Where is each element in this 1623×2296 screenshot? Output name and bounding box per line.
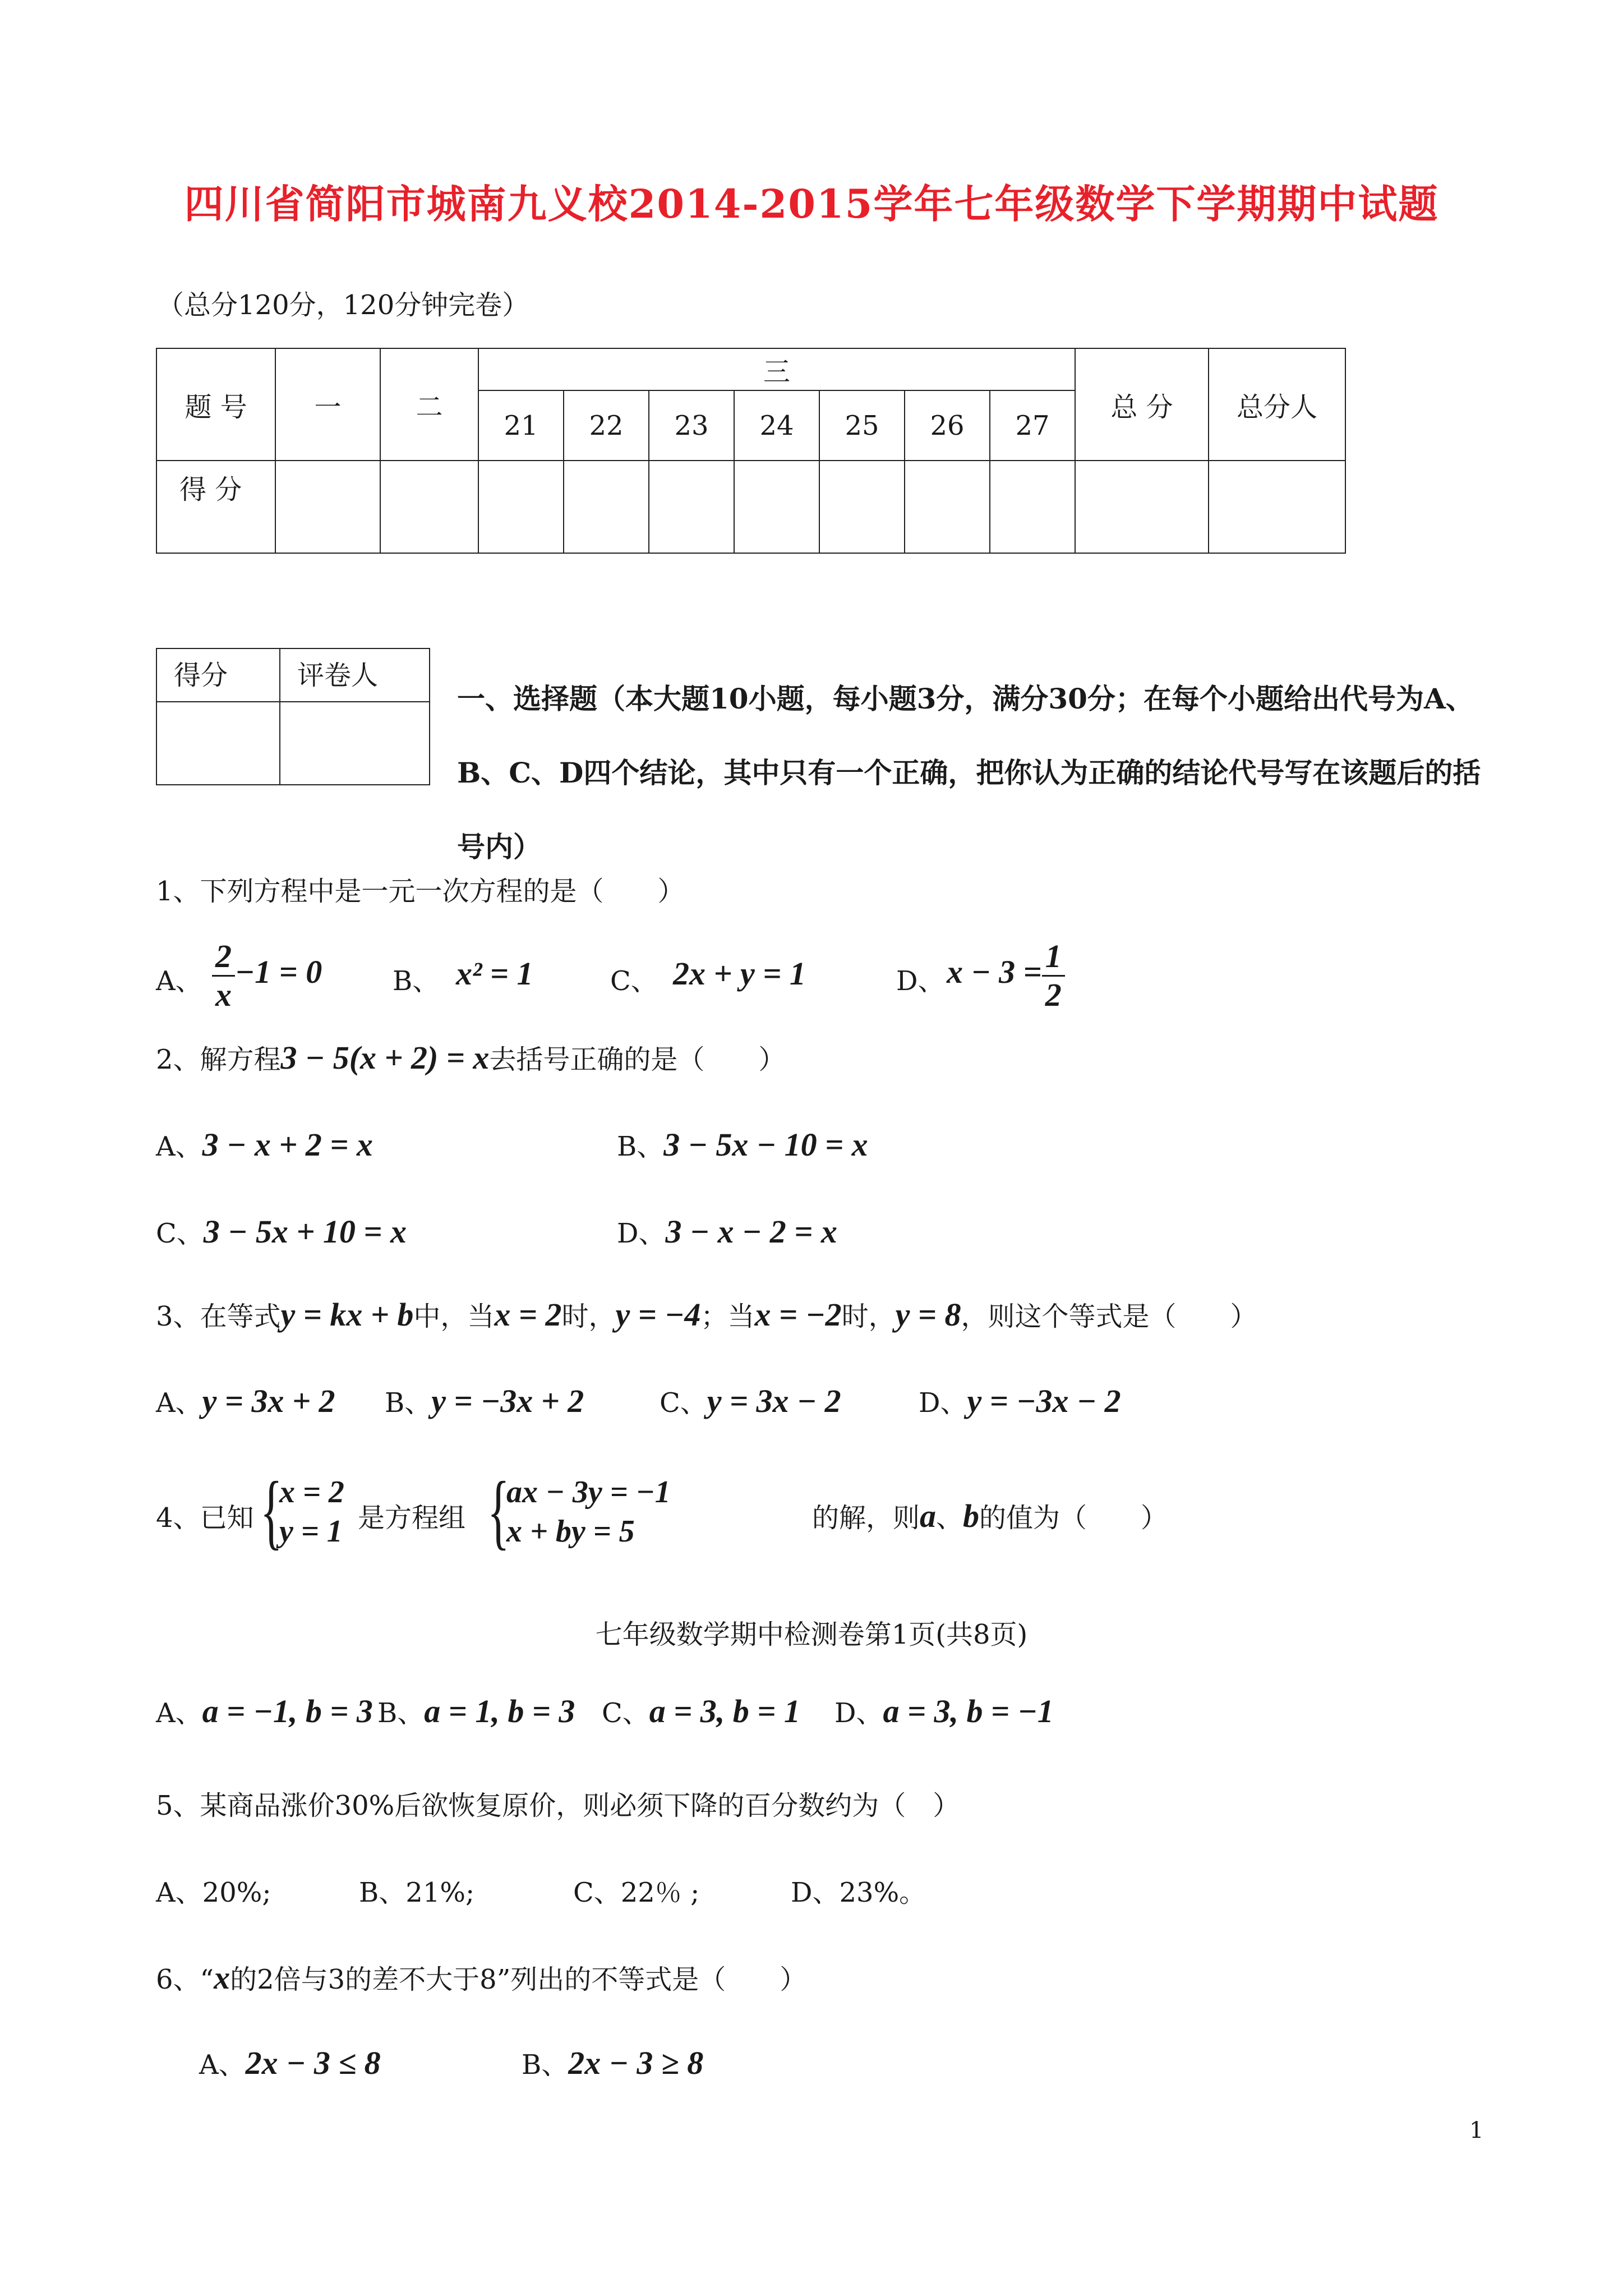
exam-title: 四川省简阳市城南九义校2014-2015学年七年级数学下学期期中试题 bbox=[184, 181, 1439, 227]
grader-score-label: 得分 bbox=[156, 648, 280, 702]
fraction-denominator: x bbox=[215, 977, 232, 1013]
q4-equation-system bbox=[487, 1465, 671, 1558]
option-d-expr: a = 3, b = −1 bbox=[883, 1693, 1054, 1729]
question-5-option-d: D、23%。 bbox=[791, 1877, 926, 1908]
question-6-option-a bbox=[199, 2043, 381, 2082]
option-d-label: D、 bbox=[617, 1218, 666, 1249]
option-d-label: D、 bbox=[834, 1697, 883, 1729]
q6-var-x: x bbox=[214, 1959, 230, 1996]
score-cell bbox=[819, 461, 905, 553]
question-5-option-a: A、20%; bbox=[156, 1877, 271, 1908]
option-c-label: C、 bbox=[610, 965, 658, 997]
option-d-label: D、 bbox=[896, 965, 945, 997]
q3-expr: y = −4 bbox=[615, 1296, 701, 1333]
option-d bbox=[834, 1691, 1054, 1730]
page-footer: 七年级数学期中检测卷第1页(共8页) bbox=[595, 1619, 1028, 1650]
q3-text: 时， bbox=[841, 1301, 896, 1332]
q2-equation: 3 − 5(x + 2) = x bbox=[280, 1039, 490, 1076]
q3-expr: y = 8 bbox=[895, 1296, 961, 1333]
score-cell bbox=[905, 461, 990, 553]
q2-stem-post: 去括号正确的是（ ） bbox=[489, 1044, 786, 1075]
option-c-label: C、 bbox=[602, 1697, 649, 1729]
question-6-stem bbox=[156, 1958, 806, 1996]
section-2-header: 二 bbox=[380, 348, 478, 461]
q3-text: ；当 bbox=[700, 1301, 755, 1332]
score-cell bbox=[478, 461, 564, 553]
option-d-expr: y = −3x − 2 bbox=[967, 1383, 1121, 1419]
option-c bbox=[602, 1691, 800, 1730]
question-3-stem bbox=[156, 1295, 1257, 1333]
option-b-label: B、 bbox=[522, 2049, 569, 2081]
question-1-stem: 1、下列方程中是一元一次方程的是（ ） bbox=[156, 876, 685, 907]
option-b-expr: x² = 1 bbox=[456, 955, 533, 992]
option-b-expr: a = 1, b = 3 bbox=[424, 1693, 575, 1729]
grader-score-cell bbox=[156, 702, 280, 785]
section-1-header: 一 bbox=[275, 348, 380, 461]
option-a-expr: y = 3x + 2 bbox=[202, 1383, 335, 1419]
grader-name-cell bbox=[280, 702, 430, 785]
fraction-denominator: 2 bbox=[1045, 977, 1062, 1013]
expr-rest: −1 = 0 bbox=[235, 954, 322, 990]
option-c-label: C、 bbox=[156, 1218, 204, 1249]
q4-stem-tail bbox=[812, 1496, 1168, 1535]
option-d-label: D、 bbox=[919, 1387, 967, 1419]
question-2-option-d bbox=[617, 1212, 837, 1250]
left-brace-icon: { bbox=[487, 1465, 510, 1558]
q3-expr: x = 2 bbox=[494, 1296, 562, 1333]
score-cell bbox=[275, 461, 380, 553]
section-1-instructions: 一、选择题（本大题10小题，每小题3分，满分30分；在每个小题给出代号为A、B、C、D四个结论，其中只有一个正确，把你认为正确的结论代号写在该题后的括号内） bbox=[457, 682, 1481, 863]
option-c-expr: y = 3x − 2 bbox=[707, 1383, 841, 1419]
option-c bbox=[660, 1381, 841, 1420]
question-5-stem: 5、某商品涨价30%后欲恢复原价，则必须下降的百分数约为（ ） bbox=[156, 1790, 960, 1821]
question-6-option-b bbox=[522, 2043, 703, 2082]
q3-text: ，则这个等式是（ ） bbox=[961, 1301, 1257, 1332]
q4-text: 的值为（ ） bbox=[979, 1502, 1168, 1534]
q3-expr: y = kx + b bbox=[280, 1296, 414, 1333]
q4-text: 的解，则 bbox=[812, 1502, 920, 1534]
score-cell bbox=[990, 461, 1075, 553]
section-3-header: 三 bbox=[478, 348, 1075, 390]
question-2-option-b bbox=[617, 1125, 868, 1163]
option-a bbox=[156, 1381, 335, 1420]
row-label-score: 得 分 bbox=[156, 461, 275, 553]
option-b bbox=[377, 1691, 575, 1730]
question-5-option-c: C、22％ ; bbox=[573, 1877, 700, 1908]
question-2-option-c bbox=[156, 1212, 407, 1250]
option-a-expr bbox=[212, 938, 322, 1014]
option-a-label: A、 bbox=[156, 1387, 202, 1419]
option-b-label: B、 bbox=[393, 965, 440, 997]
score-cell bbox=[564, 461, 649, 553]
option-a-label: A、 bbox=[156, 1131, 202, 1162]
sub-question-26: 26 bbox=[905, 390, 990, 461]
option-a-label: A、 bbox=[156, 1697, 202, 1729]
option-d-expr: 3 − x − 2 = x bbox=[665, 1213, 837, 1250]
row-label-question-number: 题 号 bbox=[156, 348, 275, 461]
system-row: ax − 3y = −1 bbox=[506, 1475, 671, 1510]
exam-subtitle: （总分120分，120分钟完卷） bbox=[157, 289, 529, 321]
q4-solution-system bbox=[260, 1465, 344, 1558]
option-a-expr: 2x − 3 ≤ 8 bbox=[245, 2045, 381, 2081]
system-row: x + by = 5 bbox=[506, 1514, 635, 1549]
option-a-expr: a = −1, b = 3 bbox=[202, 1693, 373, 1729]
option-a bbox=[156, 1691, 373, 1730]
grader-name-label: 评卷人 bbox=[280, 648, 430, 702]
page-number: 1 bbox=[1469, 2118, 1484, 2143]
q6-text: 的2倍与3的差不大于8”列出的不等式是（ ） bbox=[230, 1964, 807, 1995]
option-b-label: B、 bbox=[617, 1131, 664, 1162]
option-c-expr: 2x + y = 1 bbox=[673, 955, 806, 992]
option-b-expr: y = −3x + 2 bbox=[431, 1383, 584, 1419]
option-c-label: C、 bbox=[660, 1387, 707, 1419]
q2-stem-pre: 2、解方程 bbox=[156, 1044, 281, 1075]
fraction-numerator: 2 bbox=[212, 938, 235, 977]
q4-var-a: a bbox=[920, 1498, 937, 1534]
grader-box bbox=[156, 648, 430, 785]
q4-text: 是方程组 bbox=[358, 1502, 466, 1534]
system-row: y = 1 bbox=[279, 1514, 343, 1549]
option-d bbox=[919, 1381, 1121, 1420]
option-b-expr: 2x − 3 ≥ 8 bbox=[568, 2045, 704, 2081]
q4-var-b: b bbox=[963, 1498, 980, 1534]
expr-lhs: x − 3 = bbox=[947, 954, 1042, 990]
score-cell bbox=[734, 461, 819, 553]
option-b-expr: 3 − 5x − 10 = x bbox=[663, 1126, 868, 1163]
sub-question-21: 21 bbox=[478, 390, 564, 461]
question-5-option-b: B、21%; bbox=[359, 1877, 475, 1908]
q3-text: 3、在等式 bbox=[156, 1301, 281, 1332]
option-b-label: B、 bbox=[377, 1697, 425, 1729]
score-table bbox=[156, 348, 1346, 554]
option-b bbox=[385, 1381, 584, 1420]
option-a-expr: 3 − x + 2 = x bbox=[202, 1126, 373, 1163]
total-score-header: 总 分 bbox=[1075, 348, 1209, 461]
scorer-header: 总分人 bbox=[1209, 348, 1345, 461]
option-a-label: A、 bbox=[199, 2049, 246, 2081]
option-b-label: B、 bbox=[385, 1387, 432, 1419]
score-cell bbox=[1209, 461, 1345, 553]
score-cell bbox=[649, 461, 734, 553]
option-c-expr: 3 − 5x + 10 = x bbox=[203, 1213, 407, 1250]
q3-text: 中，当 bbox=[413, 1301, 495, 1332]
option-c-expr: a = 3, b = 1 bbox=[649, 1693, 800, 1729]
question-2-option-a bbox=[156, 1125, 373, 1163]
q4-text: 、 bbox=[936, 1502, 963, 1534]
sub-question-27: 27 bbox=[990, 390, 1075, 461]
fraction-numerator: 1 bbox=[1042, 938, 1065, 977]
left-brace-icon: { bbox=[260, 1465, 283, 1558]
system-row: x = 2 bbox=[279, 1475, 344, 1510]
option-a-label: A、 bbox=[156, 965, 202, 997]
sub-question-23: 23 bbox=[649, 390, 734, 461]
score-cell bbox=[380, 461, 478, 553]
question-2-stem bbox=[156, 1038, 785, 1076]
q6-text: 6、“ bbox=[156, 1964, 214, 1995]
q3-text: 时， bbox=[561, 1301, 616, 1332]
score-cell bbox=[1075, 461, 1209, 553]
option-d-expr bbox=[947, 938, 1065, 1014]
q3-expr: x = −2 bbox=[754, 1296, 842, 1333]
sub-question-25: 25 bbox=[819, 390, 905, 461]
q4-text: 4、已知 bbox=[156, 1502, 254, 1534]
sub-question-22: 22 bbox=[564, 390, 649, 461]
sub-question-24: 24 bbox=[734, 390, 819, 461]
